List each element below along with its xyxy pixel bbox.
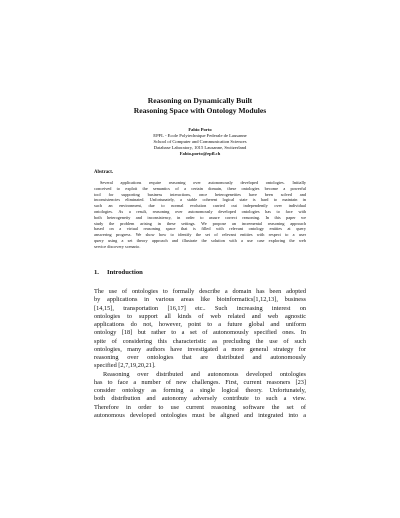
abstract-text [94, 180, 306, 250]
body-line: reasoning over ontologies that are distributed and autonomously [94, 354, 306, 361]
body-line: spite of considering this characteristic as precluding the use of such [94, 337, 306, 345]
section-number: 1. [94, 269, 99, 276]
body-line: both distribution and autonomy adversely contribute to such a view. [94, 395, 306, 403]
body-line: consider ontology as forming a single logical theory. Unfortunately, [94, 387, 306, 394]
body-line: Therefore in order to use current reasoning software the set of [94, 403, 306, 411]
abstract-line: study the problem arising in these settings. We propose an incremental reasoning approach [94, 220, 306, 226]
body-line: The use of ontologies to formally describe a domain has been adopted [94, 288, 306, 295]
body-line: ontologies to support all kinds of web related and web agnostic [94, 312, 306, 320]
paper-title-line-1: Reasoning on Dynamically Built [147, 96, 253, 105]
abstract-line: tool for supporting business interactions, once heterogeneities have been solved and [94, 191, 306, 197]
section-title: Introduction [107, 269, 143, 276]
abstract-line: such an environment, due to normal evolution carried out independently over individual [94, 203, 306, 209]
body-line: ontology [18] but rather to a set of autonomously specified ones. In [94, 329, 306, 337]
abstract-line: query using a set theory approach and illustrate the solution with a use case exploring the web [94, 237, 306, 243]
author-name: Fabio Porto [188, 127, 212, 132]
body-line: ontologies, many authors have investigated a more general strategy for [94, 345, 306, 353]
abstract-line: conceived to exploit the semantics of a certain domain, these ontologies become a powerful [94, 185, 306, 191]
body-line: has to face a number of new challenges. First, current reasoners [23] [94, 378, 306, 386]
body-line: specified [2,7,19,20,21]. [94, 362, 156, 370]
author-email: Fabio.porto@epfl.ch [179, 150, 221, 156]
introduction-text [94, 288, 306, 420]
author-affiliation-1: EPFL - Ecole Polytechnique Federale de Lausanne [153, 132, 247, 138]
abstract-line: Several applications require reasoning over autonomously developed ontologies. Initially [100, 180, 306, 185]
body-line: by applications in various areas like bioinformatics[1,12,13], business [94, 296, 306, 304]
abstract-line: both heterogeneity and inconsistency, in order to assure correct reasoning. In this paper we [94, 214, 306, 220]
author-affiliation-2: School of Computer and Communication Sciences [153, 138, 247, 144]
author-affiliation-3: Database Laboratory, 1015 Lausanne, Switzerland [153, 144, 247, 150]
body-line: applications do not, however, point to a future global and uniform [94, 321, 306, 328]
abstract-line: based on a virtual reasoning space that is filled with relevant ontology entities at query [94, 226, 306, 232]
section-heading [94, 269, 143, 277]
abstract-line: ontologies. As a result, reasoning over autonomously developed ontologies has to face with [94, 208, 306, 214]
abstract-heading: Abstract. [94, 170, 114, 175]
abstract-line: service discovery scenario. [94, 243, 141, 249]
body-line: autonomous developed ontologies must be aligned and integrated into a [94, 411, 306, 419]
abstract-line: inconsistencies eliminated. Unfortunately, a stable coherent logical state is hard to maintain in [94, 197, 306, 203]
paper-title-line-2: Reasoning Space with Ontology Modules [133, 106, 267, 115]
body-line: [14,15], transportation [16,17] etc.. Such increasing interest on [94, 304, 306, 312]
body-line: Reasoning over distributed and autonomous developed ontologies [103, 370, 306, 378]
author-block [0, 127, 400, 157]
abstract-line: answering progress. We show how to identify the set of relevant entities with respect to a user [94, 232, 306, 238]
